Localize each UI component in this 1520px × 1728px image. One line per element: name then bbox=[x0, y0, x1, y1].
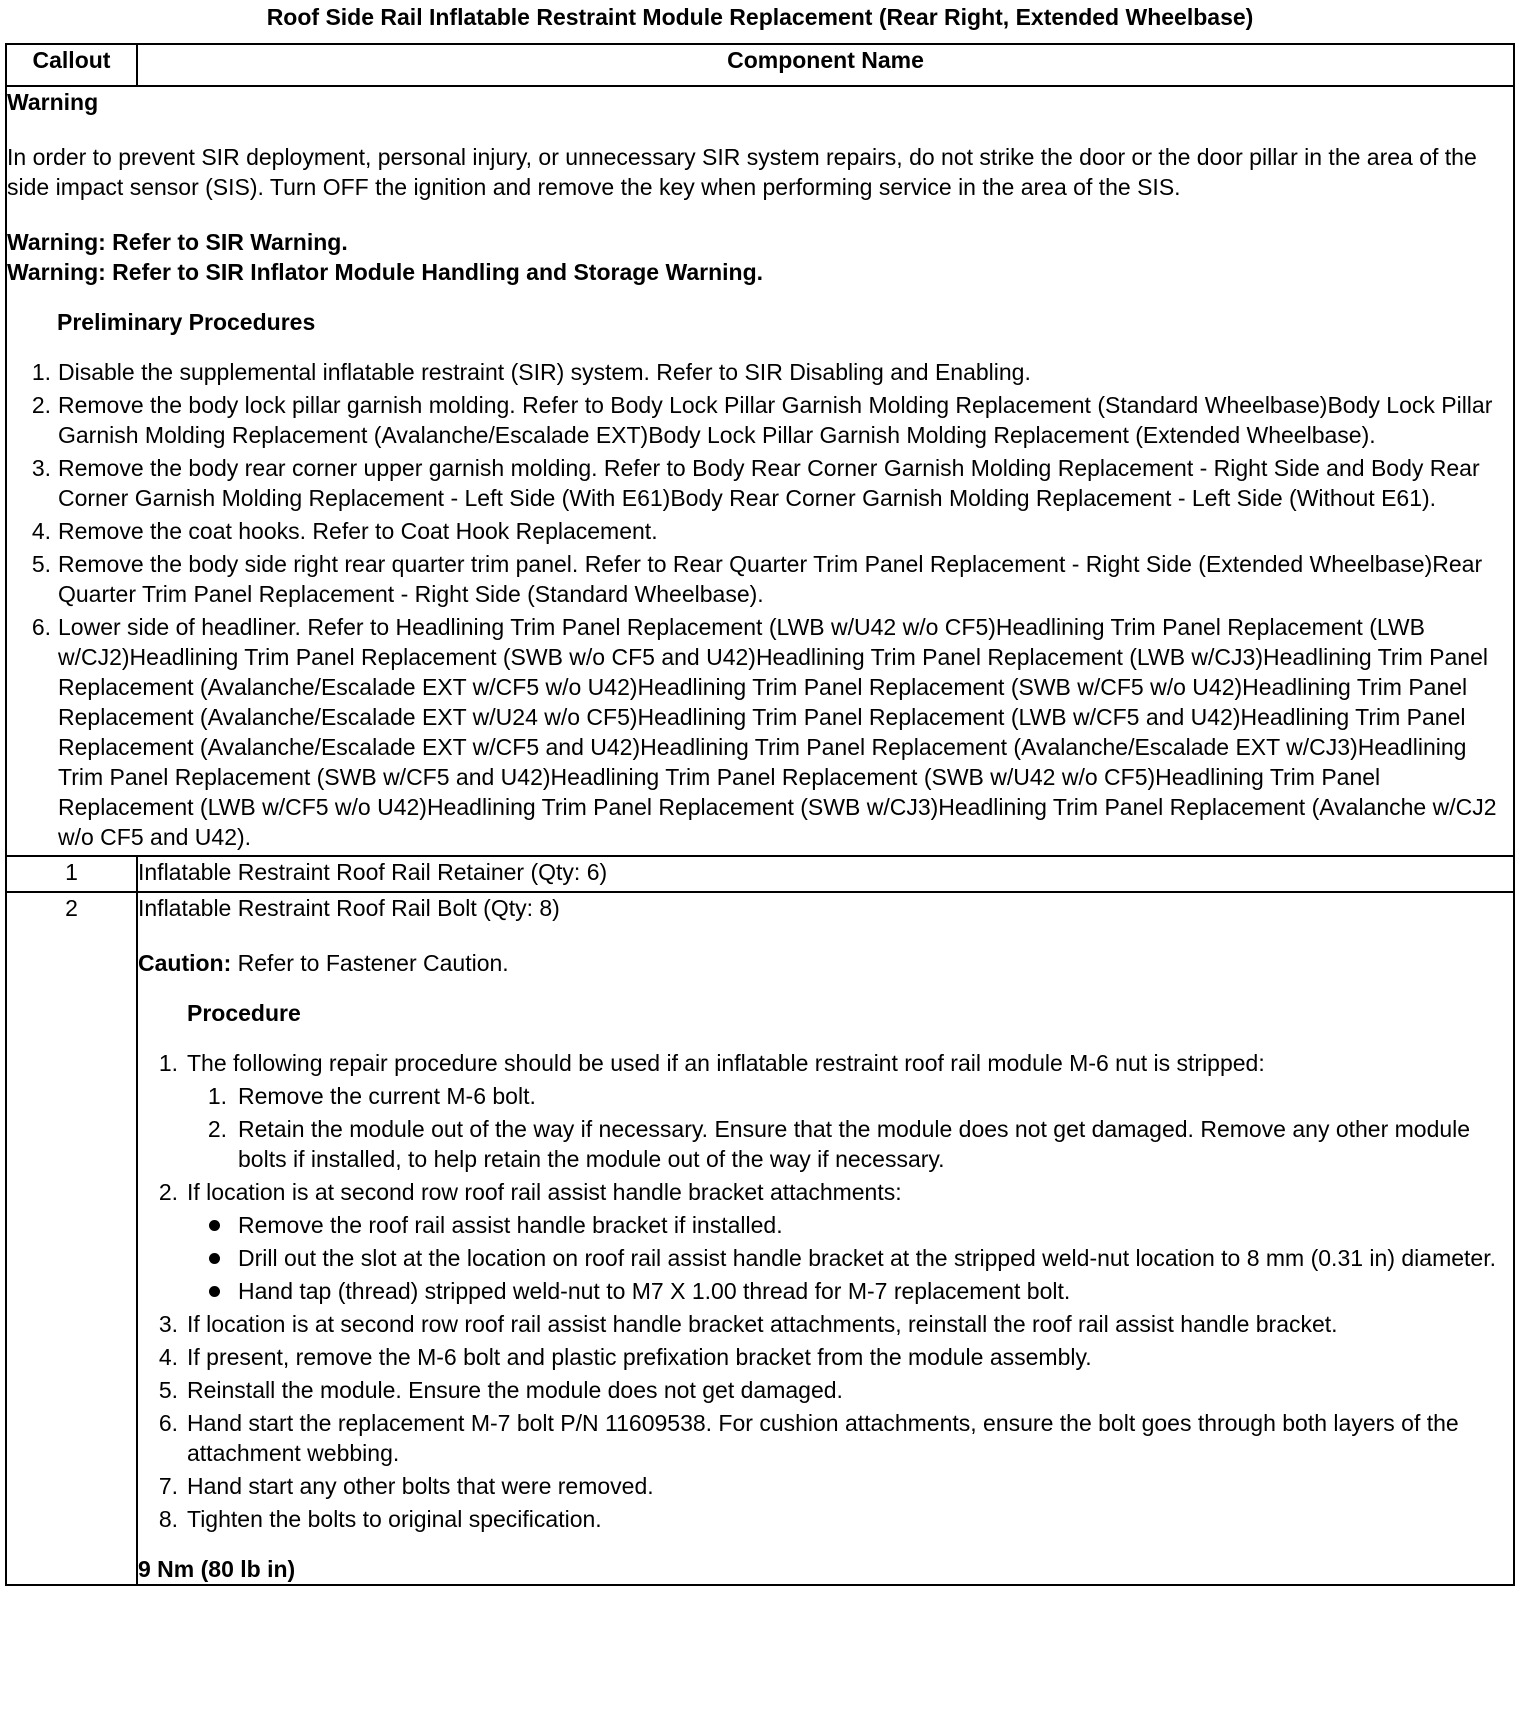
list-item bbox=[187, 1276, 1513, 1306]
step-text: Hand start the replacement M-7 bolt P/N 11609538. For cushion attachments, ensure the bolt goes through both layers of the attachment webbing. bbox=[187, 1410, 1459, 1466]
caution-text: Refer to Fastener Caution. bbox=[231, 950, 509, 976]
list-item bbox=[187, 1210, 1513, 1240]
caution-line bbox=[138, 948, 1513, 978]
step-number: 1. bbox=[158, 1050, 178, 1076]
torque-spec: 9 Nm (80 lb in) bbox=[138, 1556, 296, 1582]
step-number: 3. bbox=[158, 1311, 178, 1337]
step-number: 4. bbox=[158, 1344, 178, 1370]
step-number: 6. bbox=[158, 1410, 178, 1436]
step-text: Remove the body lock pillar garnish molding. Refer to Body Lock Pillar Garnish Molding Replacement (Standard Wheelbase)Body Lock Pillar Garnish Molding Replacement (Avalanche/Escalade EXT)Body Lock Pillar Garnish Molding Replacement (Extended Wheelbase). bbox=[58, 392, 1493, 448]
list-item bbox=[138, 1471, 1513, 1501]
list-item bbox=[7, 453, 1513, 513]
procedure-table bbox=[5, 43, 1515, 1586]
table-row bbox=[6, 856, 1514, 892]
substep-text: Retain the module out of the way if necessary. Ensure that the module does not get damaged. Remove any other module bolts if installed, to help retain the module out of the way if necessary. bbox=[238, 1116, 1471, 1172]
list-item bbox=[138, 1342, 1513, 1372]
bullet-list bbox=[187, 1210, 1513, 1306]
warning-ref-inflator: Warning: Refer to SIR Inflator Module Handling and Storage Warning. bbox=[7, 259, 764, 285]
step-number: 6. bbox=[31, 614, 51, 640]
step-number: 2. bbox=[31, 392, 51, 418]
bullet-icon bbox=[209, 1253, 220, 1264]
component-name: Inflatable Restraint Roof Rail Retainer (Qty: 6) bbox=[137, 856, 1514, 892]
step-text: Remove the coat hooks. Refer to Coat Hook Replacement. bbox=[58, 518, 658, 544]
procedure-heading: Procedure bbox=[187, 1000, 301, 1026]
header-callout: Callout bbox=[6, 44, 137, 86]
step-text: The following repair procedure should be used if an inflatable restraint roof rail module M-6 nut is stripped: bbox=[187, 1050, 1265, 1076]
caution-label: Caution: bbox=[138, 950, 232, 976]
step-text: If location is at second row roof rail assist handle bracket attachments, reinstall the roof rail assist handle bracket. bbox=[187, 1311, 1338, 1337]
substep-text: Remove the current M-6 bolt. bbox=[238, 1083, 536, 1109]
warning-text: In order to prevent SIR deployment, personal injury, or unnecessary SIR system repairs, do not strike the door or the door pillar in the area of the side impact sensor (SIS). Turn OFF the ignition and remove the key when performing service in the area of the SIS. bbox=[7, 144, 1477, 200]
component-name: Inflatable Restraint Roof Rail Bolt (Qty: 8) bbox=[138, 895, 560, 921]
step-text: If present, remove the M-6 bolt and plastic prefixation bracket from the module assembly. bbox=[187, 1344, 1092, 1370]
substep-number: 1. bbox=[207, 1083, 227, 1109]
step-text: Reinstall the module. Ensure the module does not get damaged. bbox=[187, 1377, 843, 1403]
procedure-steps-list bbox=[138, 1048, 1513, 1534]
list-item bbox=[187, 1081, 1513, 1111]
step-number: 4. bbox=[31, 518, 51, 544]
list-item bbox=[138, 1375, 1513, 1405]
warning-ref-sir: Warning: Refer to SIR Warning. bbox=[7, 229, 348, 255]
list-item bbox=[7, 390, 1513, 450]
callout-number: 1 bbox=[6, 856, 137, 892]
substep-number: 2. bbox=[207, 1116, 227, 1142]
list-item bbox=[7, 549, 1513, 609]
list-item bbox=[7, 612, 1513, 852]
list-item bbox=[7, 357, 1513, 387]
list-item bbox=[138, 1309, 1513, 1339]
list-item bbox=[187, 1243, 1513, 1273]
step-text: If location is at second row roof rail assist handle bracket attachments: bbox=[187, 1179, 902, 1205]
bullet-icon bbox=[209, 1220, 220, 1231]
step-text: Disable the supplemental inflatable restraint (SIR) system. Refer to SIR Disabling and Enabling. bbox=[58, 359, 1031, 385]
callout-number: 2 bbox=[6, 892, 137, 1585]
step-text: Lower side of headliner. Refer to Headlining Trim Panel Replacement (LWB w/U42 w/o CF5)Headlining Trim Panel Replacement (LWB w/CJ2)Headlining Trim Panel Replacement (SWB w/o CF5 and U42)Headlining Trim Panel Replacement (LWB w/CJ3)Headlining Trim Panel Replacement (Avalanche/Escalade EXT w/CF5 w/o U42)Headlining Trim Panel Replacement (SWB w/CF5 w/o U42)Headlining Trim Panel Replacement (Avalanche/Escalade EXT w/U24 w/o CF5)Headlining Trim Panel Replacement (LWB w/CF5 and U42)Headlining Trim Panel Replacement (Avalanche/Escalade EXT w/CF5 and U42)Headlining Trim Panel Replacement (Avalanche/Escalade EXT w/CJ3)Headlining Trim Panel Replacement (SWB w/CF5 and U42)Headlining Trim Panel Replacement (SWB w/U42 w/o CF5)Headlining Trim Panel Replacement (LWB w/CF5 w/o U42)Headlining Trim Panel Replacement (SWB w/CJ3)Headlining Trim Panel Replacement (Avalanche w/CJ2 w/o CF5 and U42). bbox=[58, 614, 1497, 850]
step-text: Remove the body side right rear quarter trim panel. Refer to Rear Quarter Trim Panel Replacement - Right Side (Extended Wheelbase)Rear Quarter Trim Panel Replacement - Right Side (Standard Wheelbase). bbox=[58, 551, 1483, 607]
substeps-list bbox=[187, 1081, 1513, 1174]
list-item bbox=[138, 1504, 1513, 1534]
step-number: 5. bbox=[158, 1377, 178, 1403]
list-item bbox=[7, 516, 1513, 546]
bullet-icon bbox=[209, 1286, 220, 1297]
step-text: Remove the body rear corner upper garnish molding. Refer to Body Rear Corner Garnish Molding Replacement - Right Side and Body Rear Corner Garnish Molding Replacement - Left Side (With E61)Body Rear Corner Garnish Molding Replacement - Left Side (Without E61). bbox=[58, 455, 1480, 511]
step-number: 1. bbox=[31, 359, 51, 385]
warning-label: Warning bbox=[7, 89, 99, 115]
step-text: Hand start any other bolts that were removed. bbox=[187, 1473, 654, 1499]
step-number: 7. bbox=[158, 1473, 178, 1499]
header-component-name: Component Name bbox=[137, 44, 1514, 86]
step-text: Tighten the bolts to original specification. bbox=[187, 1506, 602, 1532]
warning-row bbox=[6, 86, 1514, 856]
document-title: Roof Side Rail Inflatable Restraint Module Replacement (Rear Right, Extended Wheelbase) bbox=[266, 4, 1254, 30]
list-item bbox=[138, 1048, 1513, 1174]
bullet-text: Remove the roof rail assist handle bracket if installed. bbox=[238, 1212, 783, 1238]
bullet-text: Hand tap (thread) stripped weld-nut to M7 X 1.00 thread for M-7 replacement bolt. bbox=[238, 1278, 1071, 1304]
component-detail-cell bbox=[137, 892, 1514, 1585]
list-item bbox=[187, 1114, 1513, 1174]
step-number: 8. bbox=[158, 1506, 178, 1532]
table-row bbox=[6, 892, 1514, 1585]
preliminary-steps-list bbox=[7, 357, 1513, 852]
warning-cell bbox=[6, 86, 1514, 856]
bullet-text: Drill out the slot at the location on roof rail assist handle bracket at the stripped weld-nut location to 8 mm (0.31 in) diameter. bbox=[238, 1245, 1496, 1271]
step-number: 5. bbox=[31, 551, 51, 577]
step-number: 3. bbox=[31, 455, 51, 481]
list-item bbox=[138, 1177, 1513, 1306]
preliminary-procedures-heading: Preliminary Procedures bbox=[57, 309, 316, 335]
step-number: 2. bbox=[158, 1179, 178, 1205]
list-item bbox=[138, 1408, 1513, 1468]
table-header-row bbox=[6, 44, 1514, 86]
